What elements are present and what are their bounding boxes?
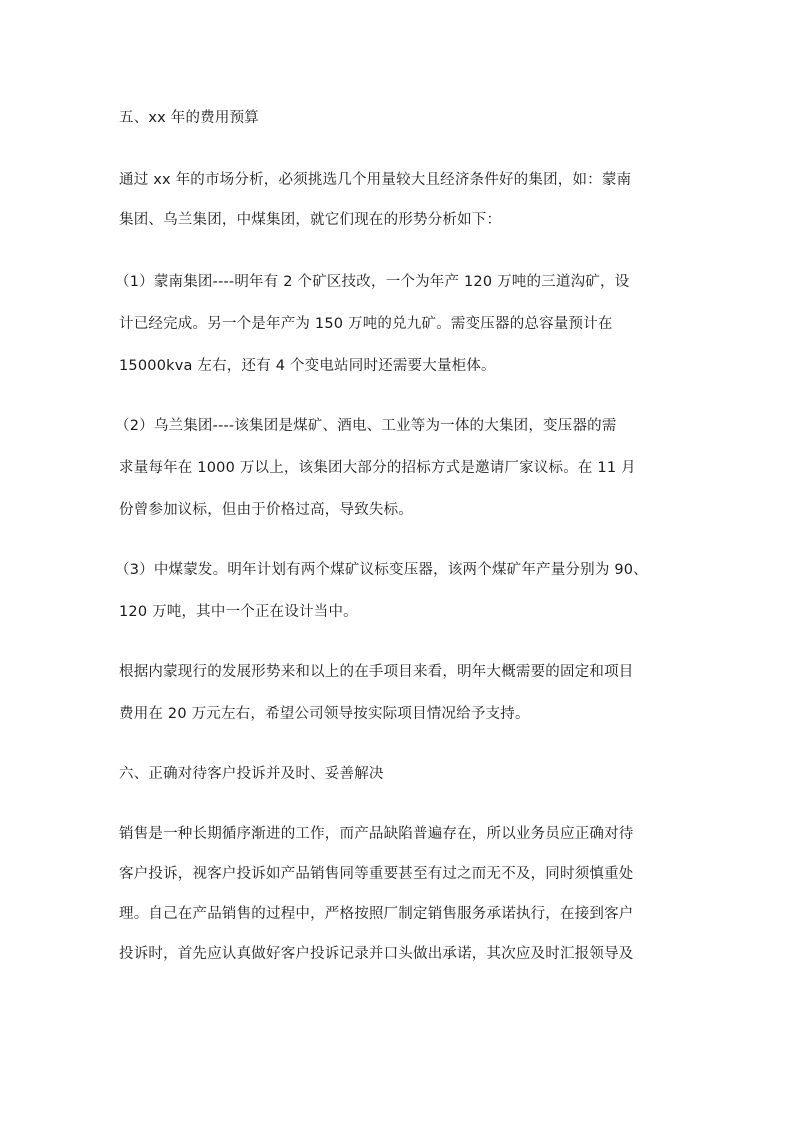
paragraph-intro-line-1: 通过 xx 年的市场分析，必须挑选几个用量较大且经济条件好的集团，如：蒙南 [119,172,632,188]
paragraph-mengnan-line-3: 15000kva 左右，还有 4 个变电站同时还需要大量柜体。 [119,358,496,374]
section-heading-complaints: 六、正确对待客户投诉并及时、妥善解决 [119,766,384,782]
paragraph-mengnan-line-1: （1）蒙南集团----明年有 2 个矿区技改，一个为年产 120 万吨的三道沟矿，设 [115,274,630,290]
paragraph-wulan-line-2: 求量每年在 1000 万以上，该集团大部分的招标方式是邀请厂家议标。在 11 月 [119,460,636,476]
section-heading-budget: 五、xx 年的费用预算 [119,110,259,126]
paragraph-complaints-line-4: 投诉时，首先应认真做好客户投诉记录并口头做出承诺，其次应及时汇报领导及 [119,946,634,962]
paragraph-wulan-line-1: （2）乌兰集团----该集团是煤矿、酒电、工业等为一体的大集团，变压器的需 [115,418,617,434]
paragraph-zhongmei-line-2: 120 万吨，其中一个正在设计当中。 [119,604,358,620]
paragraph-intro-line-2: 集团、乌兰集团，中煤集团，就它们现在的形势分析如下： [119,212,502,228]
paragraph-wulan-line-3: 份曾参加议标，但由于价格过高，导致失标。 [119,502,413,518]
paragraph-summary-line-2: 费用在 20 万元左右，希望公司领导按实际项目情况给予支持。 [119,706,530,722]
paragraph-complaints-line-1: 销售是一种长期循序渐进的工作，而产品缺陷普遍存在，所以业务员应正确对待 [119,826,634,842]
paragraph-complaints-line-3: 理。自己在产品销售的过程中，严格按照厂制定销售服务承诺执行，在接到客户 [119,906,634,922]
paragraph-mengnan-line-2: 计已经完成。另一个是年产为 150 万吨的兑九矿。需变压器的总容量预计在 [119,316,613,332]
paragraph-zhongmei-line-1: （3）中煤蒙发。明年计划有两个煤矿议标变压器，该两个煤矿年产量分别为 90、 [115,562,648,578]
paragraph-summary-line-1: 根据内蒙现行的发展形势来和以上的在手项目来看，明年大概需要的固定和项目 [119,664,634,680]
paragraph-complaints-line-2: 客户投诉，视客户投诉如产品销售同等重要甚至有过之而无不及，同时须慎重处 [119,866,634,882]
